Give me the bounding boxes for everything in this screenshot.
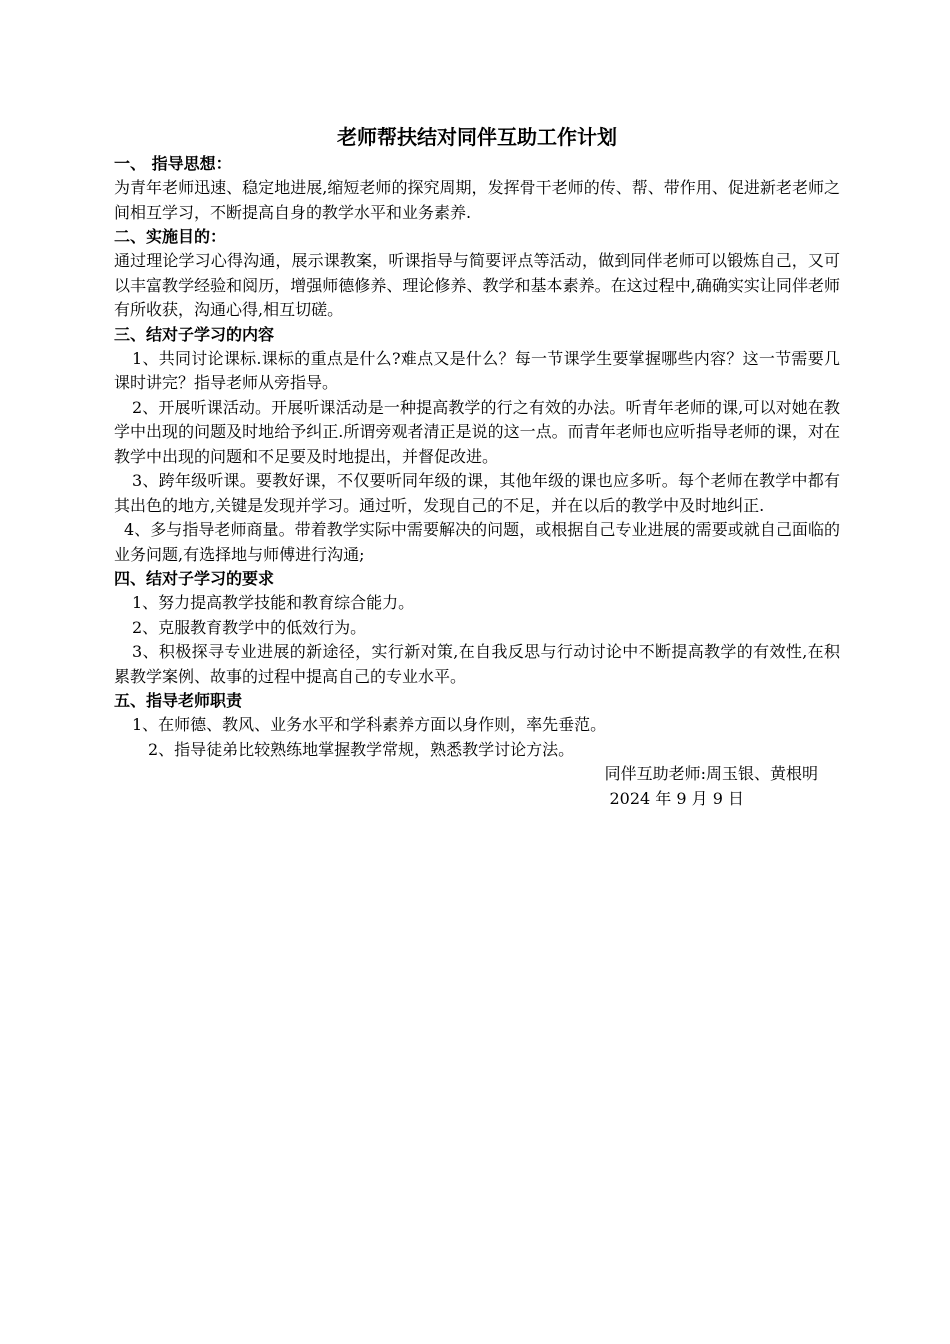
section-paragraph: 3、积极探寻专业进展的新途径，实行新对策,在自我反思与行动讨论中不断提高教学的有效性,在积累教学案例、故事的过程中提高自己的专业水平。 [114, 642, 840, 686]
section-heading: 五、指导老师职责 [114, 691, 243, 710]
section-heading: 三、结对子学习的内容 [114, 324, 275, 344]
section-paragraph: 4、多与指导老师商量。带着教学实际中需要解决的问题，或根据自己专业进展的需要或就自己面临的业务问题,有选择地与师傅进行沟通; [114, 520, 840, 564]
document-date: 2024 年 9 月 9 日 [609, 788, 744, 808]
signature: 同伴互助老师:周玉银、黄根明 [604, 764, 818, 783]
section-paragraph: 2、指导徒弟比较熟练地掌握教学常规，熟悉教学讨论方法。 [148, 739, 575, 759]
section-paragraph: 1、努力提高教学技能和教育综合能力。 [132, 593, 415, 612]
section-paragraph: 1、在师德、教风、业务水平和学科素养方面以身作则，率先垂范。 [132, 715, 607, 734]
section-paragraph: 通过理论学习心得沟通，展示课教案，听课指导与简要评点等活动，做到同伴老师可以锻炼自己，又可以丰富教学经验和阅历，增强师德修养、理论修养、教学和基本素养。在这过程中,确确实实让同伴老师有所收获，沟通心得,相互切磋。 [114, 251, 840, 319]
section-paragraph: 3、跨年级听课。要教好课，不仅要听同年级的课，其他年级的课也应多听。每个老师在教学中都有其出色的地方,关键是发现并学习。通过听，发现自己的不足，并在以后的教学中及时地纠正. [114, 471, 840, 515]
section-paragraph: 2、开展听课活动。开展听课活动是一种提高教学的行之有效的办法。听青年老师的课,可以对她在教学中出现的问题及时地给予纠正.所谓旁观者清正是说的这一点。而青年老师也应听指导老师的课，对在教学中出现的问题和不足要及时地提出，并督促改进。 [114, 397, 840, 466]
section-paragraph: 1、共同讨论课标.课标的重点是什么?难点又是什么？每一节课学生要掌握哪些内容？这一节需要几课时讲完？指导老师从旁指导。 [114, 348, 840, 392]
section-requirements [114, 567, 840, 689]
section-guiding-thought [114, 152, 840, 225]
section-paragraph: 为青年老师迅速、稳定地进展,缩短老师的探究周期，发挥骨干老师的传、帮、带作用、促进新老老师之间相互学习，不断提高自身的教学水平和业务素养. [114, 178, 840, 222]
document-title: 老师帮扶结对同伴互助工作计划 [337, 125, 617, 149]
section-heading: 二、实施目的： [114, 227, 227, 246]
section-purpose [114, 225, 840, 323]
document-page [114, 122, 840, 811]
section-paragraph: 2、克服教育教学中的低效行为。 [132, 617, 367, 637]
section-heading: 四、结对子学习的要求 [114, 569, 275, 588]
section-duties [114, 689, 840, 762]
section-heading: 一、 指导思想： [114, 154, 232, 173]
section-study-content [114, 323, 840, 568]
